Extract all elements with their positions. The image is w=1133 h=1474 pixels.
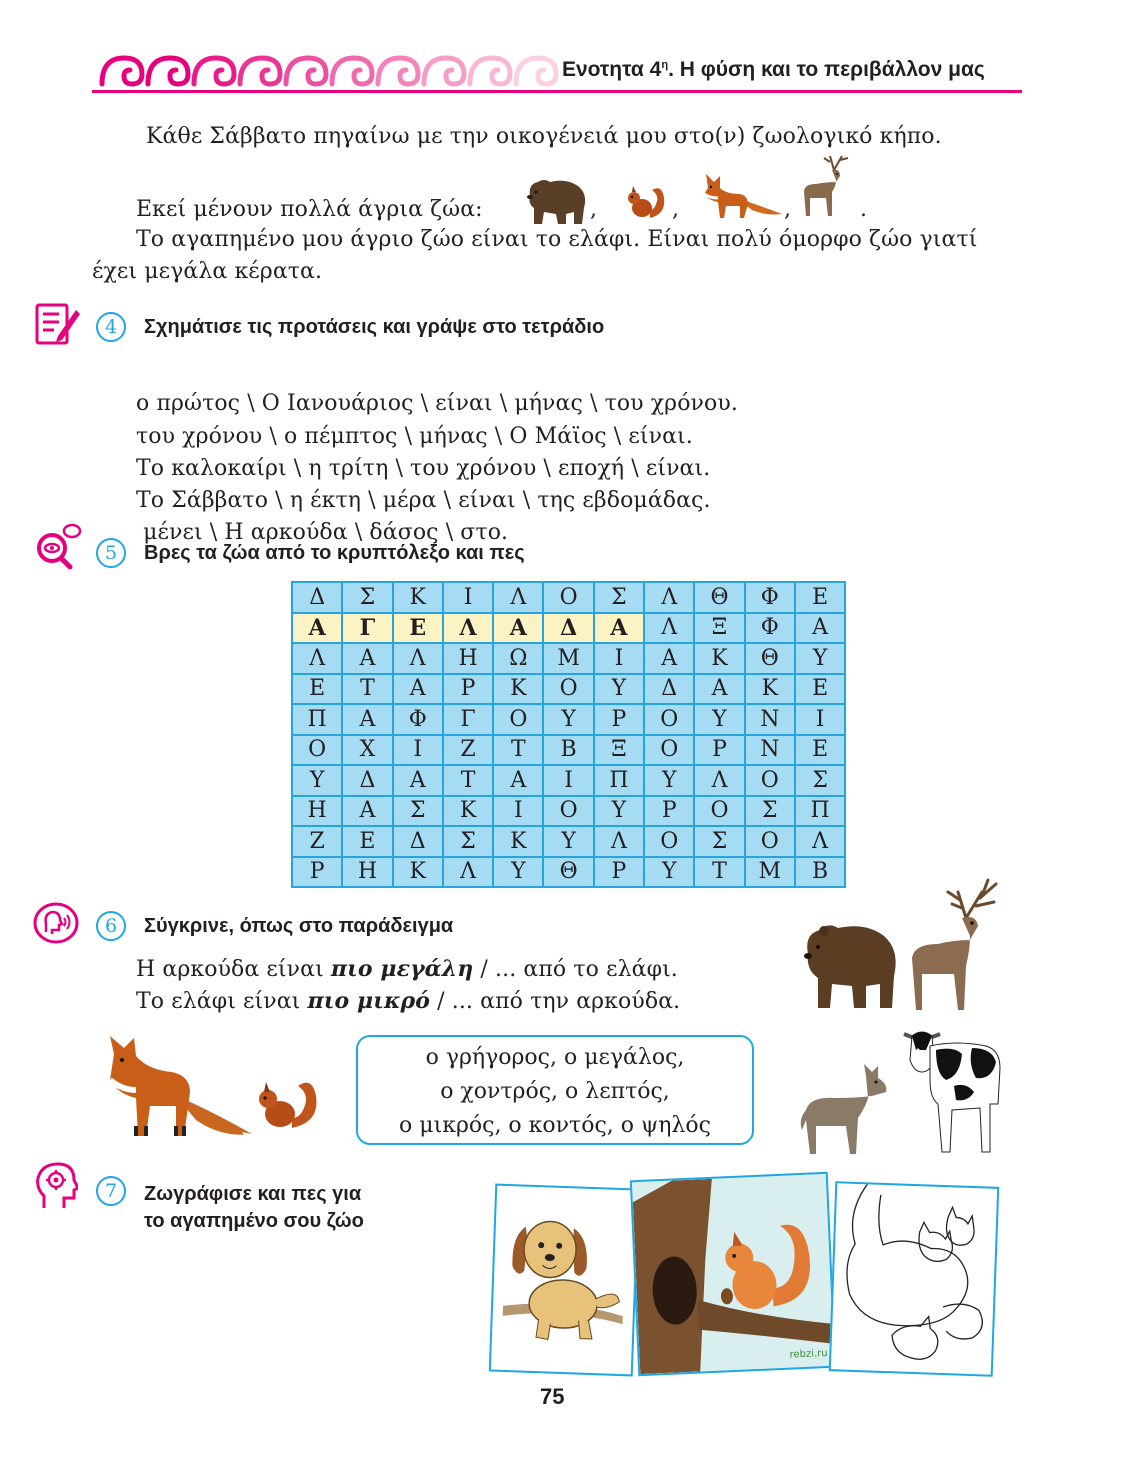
- grid-cell: Λ: [644, 613, 694, 644]
- grid-cell: Λ: [443, 613, 493, 644]
- grid-cell: Η: [292, 796, 342, 827]
- grid-cell: Υ: [543, 704, 593, 735]
- grid-row: [292, 857, 845, 888]
- grid-cell: Α: [292, 613, 342, 644]
- sentence-3: Το καλοκαίρι \ η τρίτη \ του χρόνου \ εποχή \ είναι.: [136, 455, 711, 481]
- grid-cell: Ξ: [694, 613, 744, 644]
- fox-photo: [96, 1034, 254, 1140]
- grid-cell: Λ: [795, 826, 845, 857]
- grid-cell: Ε: [292, 674, 342, 705]
- grid-cell: Θ: [543, 857, 593, 888]
- page-number: 75: [540, 1384, 565, 1409]
- grid-cell: Ε: [342, 826, 392, 857]
- deer-image: [796, 152, 852, 218]
- grid-cell: Α: [644, 643, 694, 674]
- adjectives-line-3: ο μικρός, ο κοντός, ο ψηλός: [399, 1113, 711, 1138]
- grid-cell: Λ: [443, 857, 493, 888]
- grid-cell: Τ: [342, 674, 392, 705]
- grid-cell: Υ: [644, 765, 694, 796]
- grid-cell: Β: [543, 735, 593, 766]
- grid-cell: Λ: [493, 582, 543, 613]
- task-4-title: Σχημάτισε τις προτάσεις και γράψε στο τετράδιο: [144, 316, 605, 338]
- grid-row: [292, 674, 845, 705]
- task-6-title: Σύγκρινε, όπως στο παράδειγμα: [144, 915, 454, 937]
- grid-cell: Χ: [342, 735, 392, 766]
- fox-image: [696, 170, 784, 220]
- watermark: rebzi.ru: [789, 1347, 828, 1361]
- squirrel-drawing: [630, 1172, 836, 1376]
- grid-row: [292, 643, 845, 674]
- grid-cell: Κ: [745, 674, 795, 705]
- grid-cell: Α: [342, 643, 392, 674]
- grid-cell: Ο: [745, 765, 795, 796]
- task-5-title: Βρες τα ζώα από το κρυπτόλεξο και πες: [144, 542, 525, 564]
- word-search-grid: [291, 581, 846, 888]
- wolf-photo: [796, 1062, 892, 1156]
- grid-cell: Λ: [393, 643, 443, 674]
- grid-cell: Α: [594, 613, 644, 644]
- grid-cell: Ο: [543, 674, 593, 705]
- comma: ,: [672, 197, 680, 222]
- grid-cell: Ο: [292, 735, 342, 766]
- grid-row: [292, 582, 845, 613]
- grid-cell: Υ: [292, 765, 342, 796]
- grid-cell: Φ: [745, 613, 795, 644]
- grid-cell: Κ: [694, 643, 744, 674]
- grid-cell: Ο: [543, 582, 593, 613]
- grid-cell: Ι: [493, 796, 543, 827]
- grid-cell: Φ: [745, 582, 795, 613]
- grid-cell: Υ: [644, 857, 694, 888]
- sentence-2: του χρόνου \ ο πέμπτος \ μήνας \ Ο Μάϊος \ είναι.: [136, 423, 693, 449]
- unit-title: Ενοτητα $4^\eta$. Η φύση και το περιβάλλον μας: [562, 58, 985, 81]
- intro-line-4: έχει μεγάλα κέρατα.: [92, 259, 323, 284]
- bear-image: [522, 174, 590, 226]
- grid-cell: Σ: [694, 826, 744, 857]
- grid-cell: Δ: [342, 765, 392, 796]
- grid-cell: Ι: [594, 643, 644, 674]
- grid-cell: Κ: [493, 826, 543, 857]
- grid-cell: Α: [393, 674, 443, 705]
- grid-cell: Σ: [594, 582, 644, 613]
- grid-cell: Ν: [745, 704, 795, 735]
- task-5-number: 5: [96, 538, 126, 568]
- comma: ,: [590, 197, 598, 222]
- grid-cell: Κ: [443, 796, 493, 827]
- grid-row: [292, 826, 845, 857]
- example-line-1: Η αρκούδα είναι πιο μεγάλη / ... από το ελάφι.: [136, 956, 678, 982]
- grid-cell: Π: [292, 704, 342, 735]
- intro-line-3: Το αγαπημένο μου άγριο ζώο είναι το ελάφι. Είναι πολύ όμορφο ζώο γιατί: [136, 227, 978, 252]
- task-7-title-line-2: το αγαπημένο σου ζώο: [144, 1210, 364, 1232]
- grid-row: [292, 613, 845, 644]
- header-rule: [92, 90, 1022, 93]
- squirrel-photo: [250, 1072, 322, 1132]
- grid-cell: Θ: [745, 643, 795, 674]
- grid-cell: Ρ: [594, 857, 644, 888]
- grid-cell: Μ: [745, 857, 795, 888]
- grid-cell: Ρ: [644, 796, 694, 827]
- grid-cell: Ο: [493, 704, 543, 735]
- sentence-5: μένει \ Η αρκούδα \ δάσος \ στο.: [136, 520, 509, 546]
- grid-cell: Ζ: [292, 826, 342, 857]
- grid-cell: Γ: [342, 613, 392, 644]
- grid-cell: Ξ: [594, 735, 644, 766]
- grid-cell: Υ: [543, 826, 593, 857]
- grid-cell: Υ: [493, 857, 543, 888]
- write-notebook-icon: [34, 302, 82, 346]
- grid-cell: Α: [393, 765, 443, 796]
- header-wave-ornament: [92, 50, 562, 92]
- grid-cell: Λ: [292, 643, 342, 674]
- intro-line-2: Εκεί μένουν πολλά άγρια ζώα:: [136, 197, 483, 222]
- grid-cell: Ι: [795, 704, 845, 735]
- grid-cell: Ο: [745, 826, 795, 857]
- grid-cell: Φ: [393, 704, 443, 735]
- grid-cell: Ν: [745, 735, 795, 766]
- grid-row: [292, 796, 845, 827]
- grid-cell: Π: [594, 765, 644, 796]
- deer-photo: [904, 878, 1006, 1012]
- grid-cell: Υ: [594, 796, 644, 827]
- grid-row: [292, 704, 845, 735]
- grid-cell: Η: [443, 643, 493, 674]
- grid-cell: Ε: [795, 674, 845, 705]
- adjectives-line-1: ο γρήγορος, ο μεγάλος,: [425, 1045, 685, 1070]
- grid-cell: Ι: [393, 735, 443, 766]
- grid-cell: Υ: [694, 704, 744, 735]
- grid-cell: Α: [493, 613, 543, 644]
- adjectives-line-2: ο χοντρός, ο λεπτός,: [440, 1079, 670, 1104]
- grid-cell: Θ: [694, 582, 744, 613]
- grid-cell: Δ: [644, 674, 694, 705]
- grid-cell: Υ: [795, 643, 845, 674]
- comma: ,: [784, 197, 792, 222]
- speaking-head-icon: [32, 900, 82, 946]
- grid-cell: Ρ: [292, 857, 342, 888]
- grid-cell: Γ: [443, 704, 493, 735]
- grid-cell: Λ: [694, 765, 744, 796]
- task-4-number: 4: [96, 312, 126, 342]
- grid-row: [292, 735, 845, 766]
- grid-cell: Ο: [694, 796, 744, 827]
- grid-cell: Κ: [493, 674, 543, 705]
- grid-cell: Δ: [292, 582, 342, 613]
- grid-cell: Α: [493, 765, 543, 796]
- intro-line-1: Κάθε Σάββατο πηγαίνω με την οικογένειά μου στο(ν) ζωολογικό κήπο.: [146, 124, 942, 149]
- grid-cell: Σ: [795, 765, 845, 796]
- example-line-2: Το ελάφι είναι πιο μικρό / ... από την αρκούδα.: [136, 988, 681, 1014]
- grid-row: [292, 765, 845, 796]
- sentence-4: Το Σάββατο \ η έκτη \ μέρα \ είναι \ της εβδομάδας.: [136, 488, 711, 514]
- grid-cell: Υ: [594, 674, 644, 705]
- grid-cell: Ε: [795, 735, 845, 766]
- grid-cell: Ε: [795, 582, 845, 613]
- grid-cell: Σ: [745, 796, 795, 827]
- grid-cell: Ι: [443, 582, 493, 613]
- grid-cell: Ε: [393, 613, 443, 644]
- grid-cell: Ρ: [594, 704, 644, 735]
- grid-cell: Τ: [694, 857, 744, 888]
- squirrel-image: [622, 180, 668, 220]
- task-7-number: 7: [96, 1176, 126, 1206]
- thinking-head-icon: [34, 1162, 78, 1210]
- grid-cell: Κ: [393, 857, 443, 888]
- grid-cell: Σ: [443, 826, 493, 857]
- grid-cell: Α: [795, 613, 845, 644]
- sentence-1: ο πρώτος \ Ο Ιανουάριος \ είναι \ μήνας \ του χρόνου.: [136, 391, 738, 417]
- grid-cell: Τ: [443, 765, 493, 796]
- grid-cell: Λ: [644, 582, 694, 613]
- grid-cell: Η: [342, 857, 392, 888]
- grid-cell: Λ: [594, 826, 644, 857]
- bear-photo: [796, 914, 904, 1012]
- grid-cell: Ο: [644, 735, 694, 766]
- grid-cell: Σ: [342, 582, 392, 613]
- task-7-title: [144, 1181, 364, 1235]
- grid-cell: Ο: [543, 796, 593, 827]
- dog-drawing: [489, 1184, 639, 1377]
- grid-cell: Α: [342, 704, 392, 735]
- grid-cell: Π: [795, 796, 845, 827]
- grid-cell: Δ: [393, 826, 443, 857]
- grid-cell: Ο: [644, 826, 694, 857]
- task-7-title-line-1: Ζωγράφισε και πες για: [144, 1183, 362, 1205]
- grid-cell: Α: [342, 796, 392, 827]
- grid-cell: Ζ: [443, 735, 493, 766]
- grid-cell: Α: [694, 674, 744, 705]
- grid-cell: Κ: [393, 582, 443, 613]
- grid-cell: Ω: [493, 643, 543, 674]
- cow-photo: [896, 1020, 1004, 1154]
- magnifier-search-icon: [32, 522, 82, 570]
- grid-cell: Σ: [393, 796, 443, 827]
- cats-drawing: [829, 1181, 1000, 1377]
- grid-cell: Β: [795, 857, 845, 888]
- grid-cell: Ο: [644, 704, 694, 735]
- grid-cell: Ρ: [443, 674, 493, 705]
- task-6-number: 6: [96, 911, 126, 941]
- grid-cell: Ρ: [694, 735, 744, 766]
- grid-cell: Μ: [543, 643, 593, 674]
- grid-cell: Ι: [543, 765, 593, 796]
- grid-cell: Τ: [493, 735, 543, 766]
- period: .: [860, 197, 868, 222]
- adjectives-box: [356, 1035, 754, 1145]
- grid-cell: Δ: [543, 613, 593, 644]
